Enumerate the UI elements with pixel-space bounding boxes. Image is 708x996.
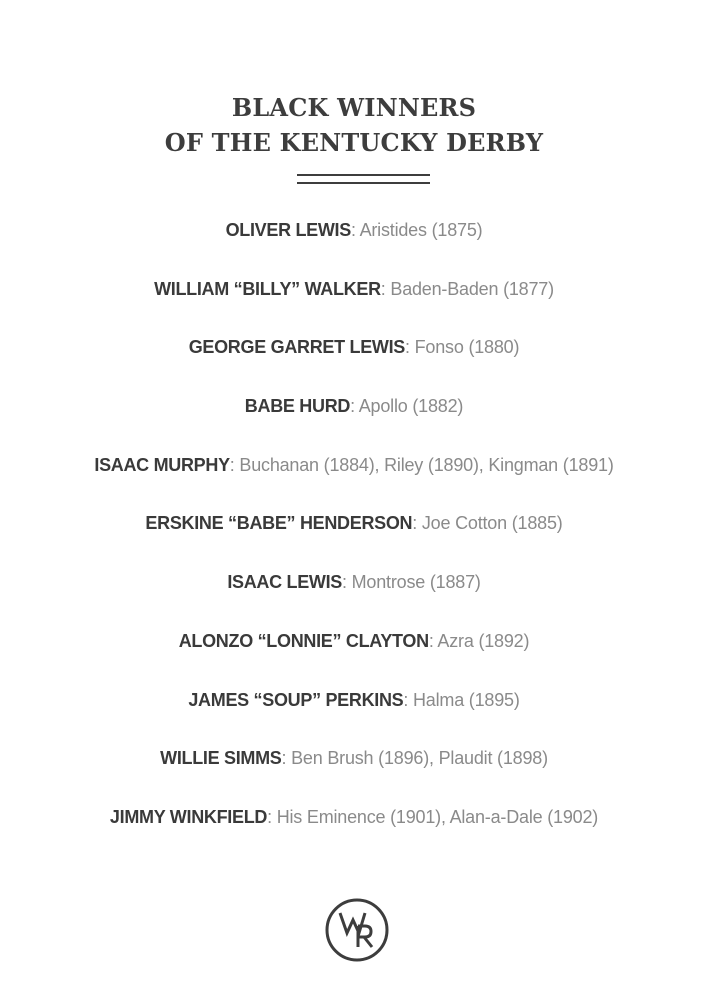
jockey-name: WILLIAM “BILLY” WALKER [154,278,381,299]
winner-entry [0,686,708,745]
title-line-1: BLACK WINNERS [231,93,477,123]
jockey-name: ISAAC MURPHY [94,454,230,475]
winner-entry [0,333,708,392]
winner-entry [0,275,708,334]
horse-wins: : Fonso (1880) [405,337,520,358]
jockey-name: JIMMY WINKFIELD [109,806,268,827]
winner-entry [0,568,708,627]
jockey-name: ISAAC LEWIS [227,572,343,593]
winner-entry [0,509,708,568]
winner-entry [0,451,708,510]
jockey-name: ERSKINE “BABE” HENDERSON [145,513,413,534]
horse-wins: : Halma (1895) [403,689,520,710]
jockey-name: JAMES “SOUP” PERKINS [188,689,404,710]
horse-wins: : Joe Cotton (1885) [412,513,563,534]
jockey-name: ALONZO “LONNIE” CLAYTON [178,630,429,651]
wr-monogram-logo-icon [325,898,389,962]
horse-wins: : Azra (1892) [428,630,530,651]
horse-wins: : Baden-Baden (1877) [380,278,554,299]
winner-entry [0,627,708,686]
winner-entry [0,216,708,275]
horse-wins: : Apollo (1882) [350,396,464,417]
horse-wins: : His Eminence (1901), Alan-a-Dale (1902) [267,806,599,827]
winner-entry [0,803,708,862]
page-title [0,90,708,160]
horse-wins: : Buchanan (1884), Riley (1890), Kingman (1891) [229,454,614,475]
title-line-2: OF THE KENTUCKY DERBY [164,128,544,158]
winner-entry [0,392,708,451]
jockey-name: WILLIE SIMMS [160,748,282,769]
jockey-name: GEORGE GARRET LEWIS [188,337,406,358]
horse-wins: : Ben Brush (1896), Plaudit (1898) [281,748,548,769]
jockey-name: OLIVER LEWIS [225,220,351,240]
divider-line-bottom [297,182,430,184]
divider-line-top [297,174,430,176]
horse-wins: : Aristides (1875) [350,220,483,240]
winners-list [0,216,708,862]
double-rule-divider [297,174,430,186]
horse-wins: : Montrose (1887) [342,572,481,593]
jockey-name: BABE HURD [244,396,351,417]
winner-entry [0,744,708,803]
